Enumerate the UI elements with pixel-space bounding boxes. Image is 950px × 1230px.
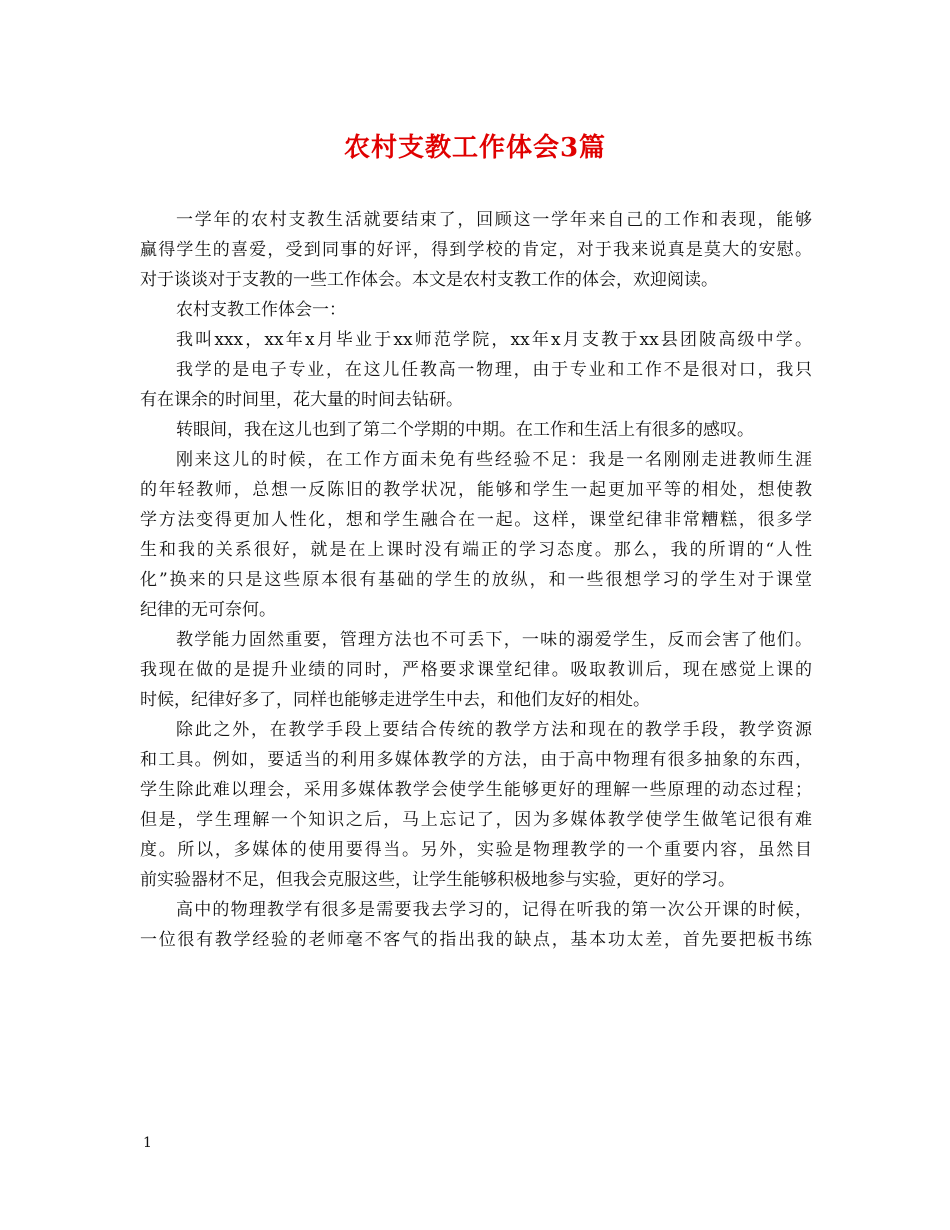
text-line: 有在课余的时间里，花大量的时间去钻研。	[140, 390, 463, 410]
text-line: 一位很有教学经验的老师毫不客气的指出我的缺点，基本功太差，首先要把板书练	[140, 930, 812, 950]
text-line: 转眼间，我在这儿也到了第二个学期的中期。在工作和生活上有很多的感叹。	[176, 420, 754, 440]
text-line: 对于谈谈对于支教的一些工作体会。本文是农村支教工作的体会，欢迎阅读。	[140, 270, 718, 290]
text-line: 和工具。例如，要适当的利用多媒体教学的方法，由于高中物理有很多抽象的东西，	[140, 750, 812, 770]
text-line: 教学能力固然重要，管理方法也不可丢下，一味的溺爱学生，反而会害了他们。	[176, 630, 812, 650]
section-heading: 农村支教工作体会一：	[176, 300, 346, 320]
text-line: 我学的是电子专业，在这儿任教高一物理，由于专业和工作不是很对口，我只	[176, 360, 812, 380]
text-line: 我叫xxx，xx年x月毕业于xx师范学院，xx年x月支教于xx县团陂高级中学。	[176, 330, 812, 350]
text-line: 化”换来的只是这些原本很有基础的学生的放纵，和一些很想学习的学生对于课堂	[140, 570, 812, 590]
text-line: 一学年的农村支教生活就要结束了，回顾这一学年来自己的工作和表现，能够	[176, 210, 812, 230]
text-line: 学生除此难以理会，采用多媒体教学会使学生能够更好的理解一些原理的动态过程；	[140, 780, 812, 800]
text-line: 赢得学生的喜爱，受到同事的好评，得到学校的肯定，对于我来说真是莫大的安慰。	[140, 240, 812, 260]
text-line: 前实验器材不足，但我会克服这些，让学生能够积极地参与实验，更好的学习。	[140, 870, 735, 890]
document-body	[140, 205, 812, 955]
text-line: 但是，学生理解一个知识之后，马上忘记了，因为多媒体教学使学生做笔记很有难	[140, 810, 812, 830]
text-line: 时候，纪律好多了，同样也能够走进学生中去，和他们友好的相处。	[140, 690, 650, 710]
text-line: 高中的物理教学有很多是需要我去学习的，记得在听我的第一次公开课的时候，	[176, 900, 812, 920]
text-line: 生和我的关系很好，就是在上课时没有端正的学习态度。那么，我的所谓的“人性	[140, 540, 812, 560]
text-line: 纪律的无可奈何。	[140, 600, 276, 620]
text-line: 的年轻教师，总想一反陈旧的教学状况，能够和学生一起更加平等的相处，想使教	[140, 480, 812, 500]
text-line: 我现在做的是提升业绩的同时，严格要求课堂纪律。吸取教训后，现在感觉上课的	[140, 660, 812, 680]
text-line: 度。所以，多媒体的使用要得当。另外，实验是物理教学的一个重要内容，虽然目	[140, 840, 812, 860]
page-title: 农村支教工作体会3篇	[343, 133, 607, 163]
text-line: 刚来这儿的时候，在工作方面未免有些经验不足：我是一名刚刚走进教师生涯	[176, 450, 812, 470]
text-line: 除此之外，在教学手段上要结合传统的教学方法和现在的教学手段，教学资源	[176, 720, 812, 740]
page-number: 1	[143, 1135, 152, 1151]
text-line: 学方法变得更加人性化，想和学生融合在一起。这样，课堂纪律非常糟糕，很多学	[140, 510, 812, 530]
